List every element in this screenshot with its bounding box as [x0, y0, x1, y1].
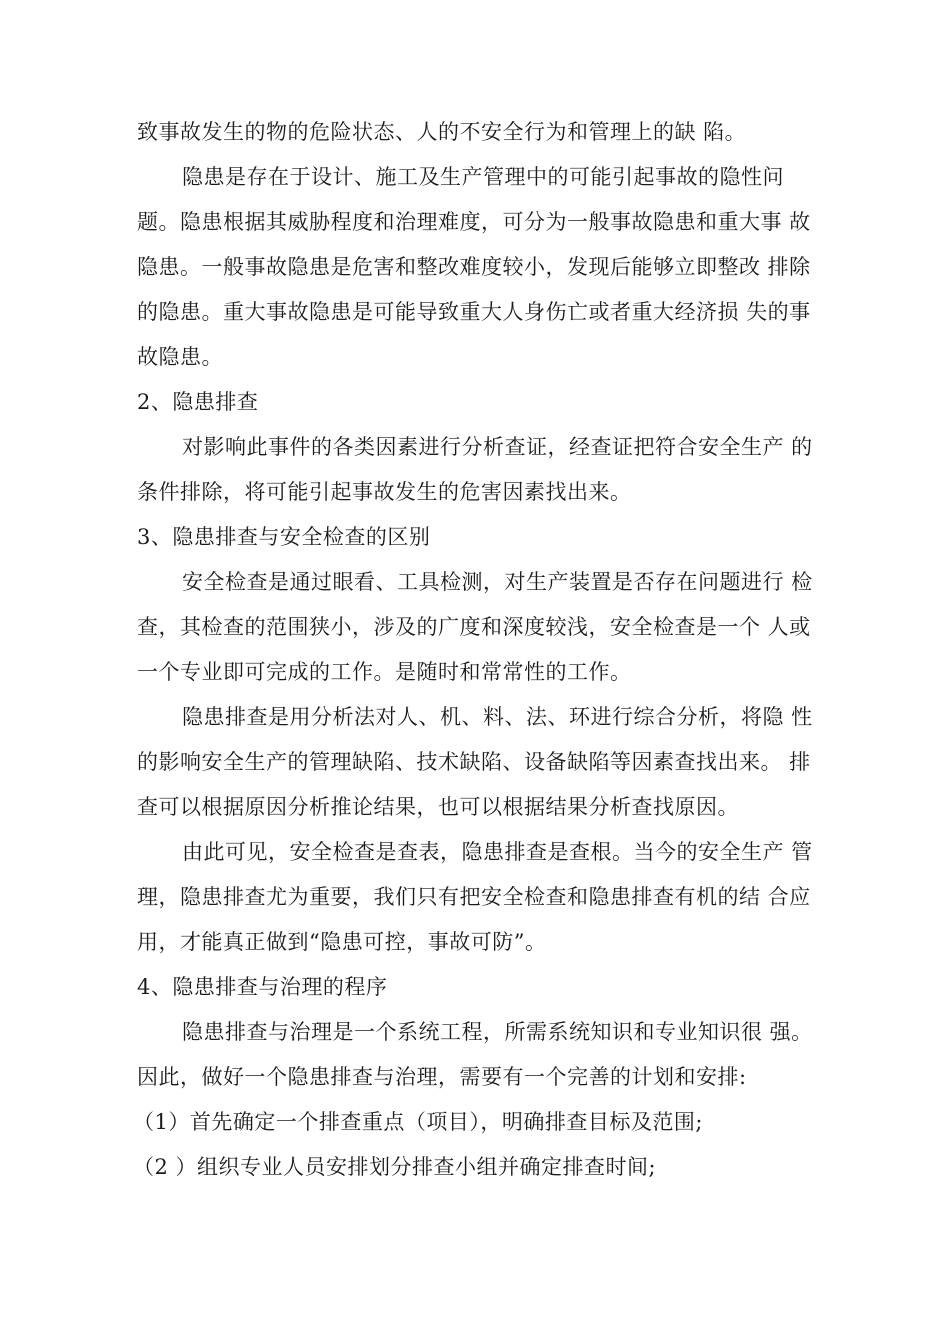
paragraph-line: 条件排除，将可能引起事故发生的危害因素找出来。 [137, 480, 632, 504]
section-heading: 2、隐患排查 [137, 390, 259, 414]
paragraph-line: 对影响此事件的各类因素进行分析查证，经查证把符合安全生产 的 [182, 435, 813, 459]
paragraph-line: 隐患。一般事故隐患是危害和整改难度较小，发现后能够立即整改 排除 [137, 255, 811, 279]
section-heading: 3、隐患排查与安全检查的区别 [137, 525, 431, 549]
paragraph-line: 的隐患。重大事故隐患是可能导致重大人身伤亡或者重大经济损 失的事 [137, 300, 811, 324]
paragraph-line: 由此可见，安全检查是查表，隐患排查是查根。当今的安全生产 管 [182, 840, 813, 864]
list-item: （2 ）组织专业人员安排划分排查小组并确定排查时间; [133, 1155, 657, 1179]
paragraph-line: 题。隐患根据其威胁程度和治理难度，可分为一般事故隐患和重大事 故 [137, 210, 811, 234]
list-item: （1）首先确定一个排查重点（项目），明确排查目标及范围; [133, 1110, 703, 1134]
paragraph-line: 致事故发生的物的危险状态、人的不安全行为和管理上的缺 陷。 [137, 120, 747, 144]
paragraph-line: 一个专业即可完成的工作。是随时和常常性的工作。 [137, 660, 632, 684]
paragraph-line: 理，隐患排查尤为重要，我们只有把安全检查和隐患排查有机的结 合应 [137, 885, 811, 909]
paragraph-line: 隐患排查与治理是一个系统工程，所需系统知识和专业知识很 强。 [182, 1020, 813, 1044]
paragraph-line: 安全检查是通过眼看、工具检测，对生产装置是否存在问题进行 检 [182, 570, 813, 594]
paragraph-line: 因此，做好一个隐患排查与治理，需要有一个完善的计划和安排: [137, 1065, 747, 1089]
paragraph-line: 查，其检查的范围狭小，涉及的广度和深度较浅，安全检查是一个 人或 [137, 615, 811, 639]
paragraph-line: 故隐患。 [137, 345, 223, 369]
section-heading: 4、隐患排查与治理的程序 [137, 975, 388, 999]
paragraph-line: 查可以根据原因分析推论结果，也可以根据结果分析查找原因。 [137, 795, 739, 819]
paragraph-line: 用，才能真正做到“隐患可控，事故可防”。 [137, 930, 547, 954]
paragraph-line: 的影响安全生产的管理缺陷、技术缺陷、设备缺陷等因素查找出来。 排 [137, 750, 811, 774]
paragraph-line: 隐患是存在于设计、施工及生产管理中的可能引起事故的隐性问 [182, 165, 784, 189]
paragraph-line: 隐患排查是用分析法对人、机、料、法、环进行综合分析，将隐 性 [182, 705, 813, 729]
